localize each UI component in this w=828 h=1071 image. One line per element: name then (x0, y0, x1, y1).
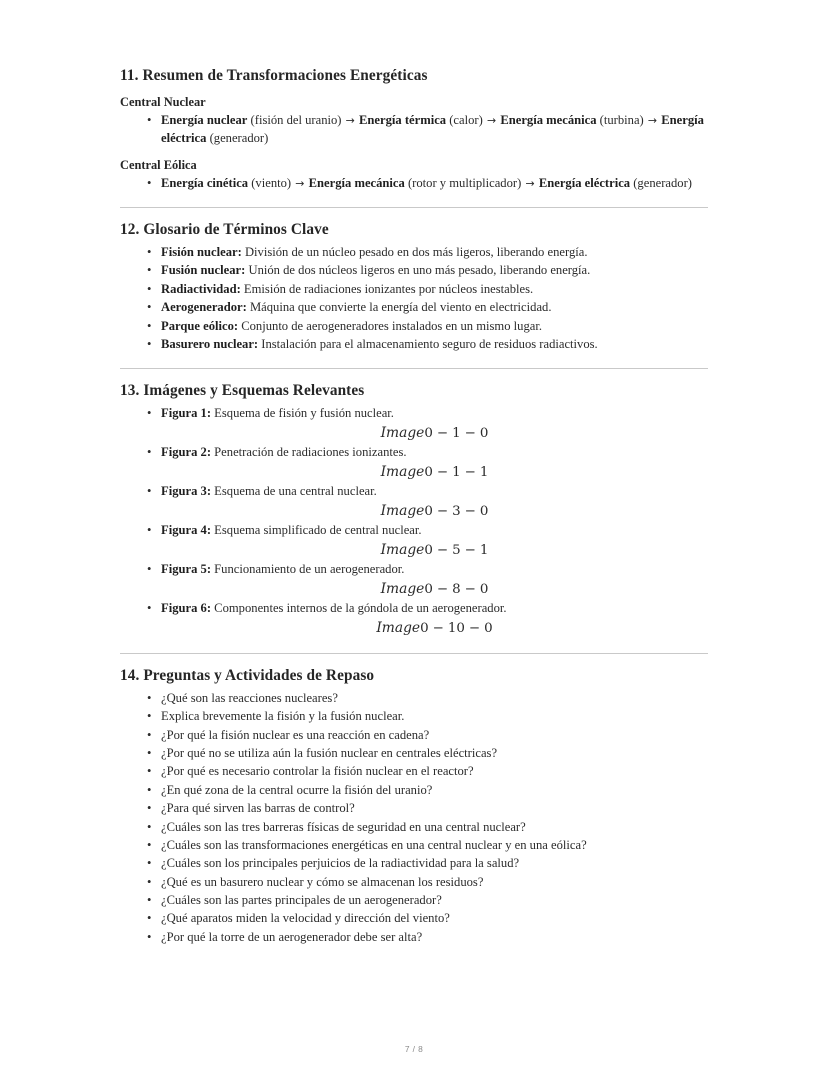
image-ref-token: − (464, 581, 476, 597)
figure-image-reference (161, 618, 708, 639)
section-transformaciones (120, 66, 708, 193)
energy-term: Energía mecánica (305, 176, 405, 191)
figure-label: Figura 1: (161, 405, 212, 420)
figure-item (120, 522, 708, 561)
glossary-term: Fusión nuclear: (161, 263, 246, 278)
energy-term: Energía térmica (355, 113, 447, 128)
image-ref-token: − (432, 620, 444, 636)
section-glosario (120, 220, 708, 354)
figure-image-reference (161, 579, 708, 600)
question-item: • ¿Por qué no se utiliza aún la fusión nuclear en centrales eléctricas? (120, 745, 708, 763)
energy-detail: (turbina) (596, 113, 647, 128)
question-item: • ¿Qué son las reacciones nucleares? (120, 690, 708, 708)
image-ref-token: − (436, 581, 449, 597)
question-item: • ¿Cuáles son las tres barreras físicas de seguridad en una central nuclear? (120, 819, 708, 837)
glossary-item (120, 318, 708, 336)
figure-label: Figura 2: (161, 444, 212, 459)
section-title-11: 11. Resumen de Transformaciones Energéticas (120, 67, 428, 84)
list-figuras (120, 405, 708, 639)
image-ref-token: 0 (424, 542, 433, 558)
glossary-term: Basurero nuclear: (161, 336, 259, 351)
list-glosario (120, 244, 708, 354)
section-title-12: 12. Glosario de Términos Clave (120, 220, 329, 238)
figure-caption: Penetración de radiaciones ionizantes. (211, 444, 407, 459)
figure-image-reference (161, 501, 708, 522)
question-item: • ¿Cuáles son los principales perjuicios de la radiactividad para la salud? (120, 855, 708, 873)
figure-caption: Funcionamiento de un aerogenerador. (211, 561, 405, 576)
section-preguntas (120, 666, 708, 947)
question-item: • ¿En qué zona de la central ocurre la fisión del uranio? (120, 782, 708, 800)
figure-item (120, 561, 708, 600)
image-ref-token: 0 (479, 425, 489, 441)
energy-detail: (fisión del uranio) (247, 113, 345, 128)
figure-image-reference (161, 540, 708, 561)
arrow-icon: → (295, 177, 305, 191)
image-ref-token: Image (380, 463, 425, 480)
figure-label: Figura 3: (161, 483, 212, 498)
question-item: • ¿Cuáles son las transformaciones energéticas en una central nuclear y en una eólica? (120, 837, 708, 855)
image-ref-token: 0 (484, 620, 493, 636)
image-ref-token: 10 (447, 620, 465, 636)
question-item: • Explica brevemente la fisión y la fusión nuclear. (120, 708, 708, 726)
image-ref-token: Image (380, 502, 425, 519)
figure-item (120, 444, 708, 483)
figure-item (120, 483, 708, 522)
energy-detail: (generador) (630, 176, 692, 191)
image-ref-token: 1 (452, 464, 461, 480)
question-item: • ¿Para qué sirven las barras de control? (120, 800, 708, 818)
image-ref-token: 0 (479, 503, 489, 519)
image-ref-token: Image (376, 619, 421, 636)
section-title-14: 14. Preguntas y Actividades de Repaso (120, 666, 375, 684)
figure-label: Figura 4: (161, 522, 212, 537)
energy-term: Energía cinética (161, 176, 249, 191)
section-divider (120, 653, 708, 654)
arrow-icon: → (525, 177, 535, 191)
arrow-icon: → (345, 114, 355, 128)
image-ref-token: − (468, 620, 481, 636)
image-ref-token: 0 (424, 464, 433, 480)
glossary-item (120, 262, 708, 280)
energy-term: Energía eléctrica (535, 176, 631, 191)
figure-label: Figura 5: (161, 561, 212, 576)
energy-term: Energía mecánica (497, 113, 597, 128)
glossary-definition: Máquina que convierte la energía del viento en electricidad. (246, 300, 552, 315)
question-item: • ¿Por qué la torre de un aerogenerador debe ser alta? (120, 929, 708, 947)
image-ref-token: 0 (424, 503, 433, 519)
glossary-term: Parque eólico: (161, 318, 239, 333)
list-central-eolica (120, 175, 708, 193)
image-ref-token: − (436, 425, 449, 441)
page-footer: 7 / 8 (404, 1044, 424, 1054)
image-ref-token: 8 (452, 581, 461, 597)
figure-caption: Esquema de una central nuclear. (211, 483, 377, 498)
figure-item (120, 600, 708, 639)
glossary-definition: Instalación para el almacenamiento seguro de residuos radiactivos. (258, 336, 598, 351)
section-divider (120, 207, 708, 208)
glossary-definition: Unión de dos núcleos ligeros en uno más pesado, liberando energía. (245, 263, 591, 278)
glossary-term: Aerogenerador: (161, 300, 247, 315)
arrow-icon: → (486, 114, 497, 128)
energy-term: Energía eléctrica (161, 113, 704, 146)
energy-detail: (rotor y multiplicador) (404, 176, 525, 191)
list-central-nuclear (120, 112, 708, 148)
image-ref-token: − (436, 464, 449, 480)
question-item: • ¿Por qué es necesario controlar la fisión nuclear en el reactor? (120, 763, 708, 781)
image-ref-token: 0 (424, 425, 433, 441)
energy-term: Energía nuclear (161, 113, 248, 128)
image-ref-token: Image (380, 424, 425, 441)
image-ref-token: Image (380, 541, 425, 558)
image-ref-token: 1 (479, 464, 489, 480)
image-ref-token: − (464, 503, 476, 519)
section-title-13: 13. Imágenes y Esquemas Relevantes (120, 381, 365, 399)
glossary-definition: Emisión de radiaciones ionizantes por núcleos inestables. (240, 281, 534, 296)
section-imagenes (120, 381, 708, 639)
image-ref-token: 5 (452, 542, 461, 558)
image-ref-token: − (436, 542, 449, 558)
image-ref-token: 3 (452, 503, 461, 519)
glossary-definition: Conjunto de aerogeneradores instalados en un mismo lugar. (238, 318, 543, 333)
energy-detail: (generador) (206, 131, 269, 146)
image-ref-token: 0 (479, 581, 489, 597)
image-ref-token: − (464, 464, 476, 480)
figure-label: Figura 6: (161, 600, 212, 615)
question-item: • ¿Cuáles son las partes principales de un aerogenerador? (120, 892, 708, 910)
figure-caption: Esquema simplificado de central nuclear. (211, 522, 422, 537)
image-ref-token: 0 (420, 620, 429, 636)
page-content (120, 66, 708, 947)
image-ref-token: − (464, 425, 476, 441)
figure-caption: Componentes internos de la góndola de un aerogenerador. (211, 600, 507, 615)
list-item (120, 112, 708, 148)
glossary-definition: División de un núcleo pesado en dos más ligeros, liberando energía. (241, 245, 588, 260)
subtitle-central-eolica: Central Eólica (120, 157, 197, 172)
glossary-item (120, 244, 708, 262)
arrow-icon: → (647, 114, 658, 128)
image-ref-token: 1 (479, 542, 489, 558)
question-item: • ¿Qué aparatos miden la velocidad y dirección del viento? (120, 910, 708, 928)
image-ref-token: Image (380, 580, 425, 597)
image-ref-token: 1 (452, 425, 461, 441)
figure-item (120, 405, 708, 444)
image-ref-token: − (464, 542, 476, 558)
subtitle-central-nuclear: Central Nuclear (120, 95, 206, 110)
energy-detail: (calor) (446, 113, 486, 128)
glossary-item (120, 336, 708, 354)
list-item (120, 175, 708, 193)
glossary-term: Radiactividad: (161, 281, 241, 296)
figure-caption: Esquema de fisión y fusión nuclear. (211, 405, 394, 420)
glossary-item (120, 299, 708, 317)
question-item: • ¿Qué es un basurero nuclear y cómo se almacenan los residuos? (120, 874, 708, 892)
list-preguntas (120, 690, 708, 947)
question-item: • ¿Por qué la fisión nuclear es una reacción en cadena? (120, 727, 708, 745)
glossary-item (120, 281, 708, 299)
figure-image-reference (161, 462, 708, 483)
glossary-term: Fisión nuclear: (161, 245, 242, 260)
energy-detail: (viento) (248, 176, 295, 191)
figure-image-reference (161, 423, 708, 444)
image-ref-token: − (436, 503, 449, 519)
image-ref-token: 0 (424, 581, 433, 597)
section-divider (120, 368, 708, 369)
